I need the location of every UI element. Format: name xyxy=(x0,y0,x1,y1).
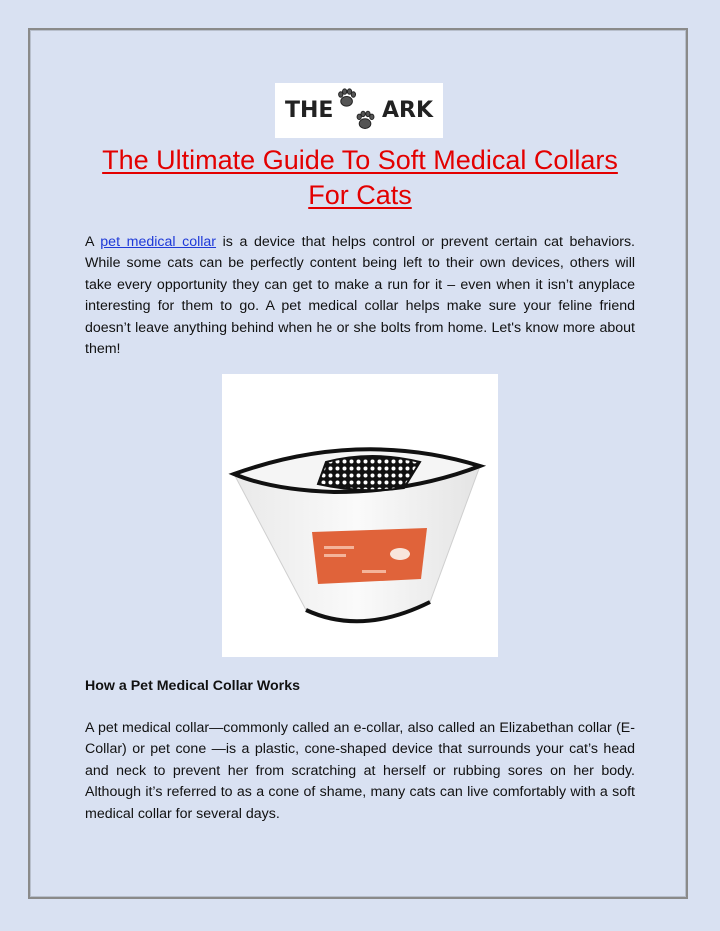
pet-medical-collar-link[interactable]: pet medical collar xyxy=(100,234,217,250)
paw-prints-icon xyxy=(333,86,382,136)
logo-text-left: THE xyxy=(285,98,334,123)
page-title: The Ultimate Guide To Soft Medical Collars For Cats xyxy=(102,145,618,210)
logo xyxy=(275,83,443,138)
intro-body: is a device that helps control or prevent certain cat behaviors. While some cats can be perfectly content being left to their own devices, others will take every opportunity they can get to make a run for it – even when it isn’t anyplace interesting for them to go. A pet medical collar helps make sure your feline friend doesn’t leave anything behind when he or she bolts from home. Let's know more about them! xyxy=(85,234,635,358)
section-paragraph: A pet medical collar—commonly called an e-collar, also called an Elizabethan collar (E-Collar) or pet cone —is a plastic, cone-shaped device that surrounds your cat’s head and neck to prevent her from scratching at herself or rubbing sores on her body. Although it’s referred to as a cone of shame, many cats can live comfortably with a soft medical collar for several days. xyxy=(85,720,635,822)
cone-collar-illustration xyxy=(222,374,498,657)
cone-collar-image xyxy=(222,374,498,657)
intro-prefix: A xyxy=(85,234,101,250)
logo-text-right: ARK xyxy=(381,98,433,123)
intro-paragraph xyxy=(85,232,635,360)
section-heading: How a Pet Medical Collar Works xyxy=(85,678,300,694)
